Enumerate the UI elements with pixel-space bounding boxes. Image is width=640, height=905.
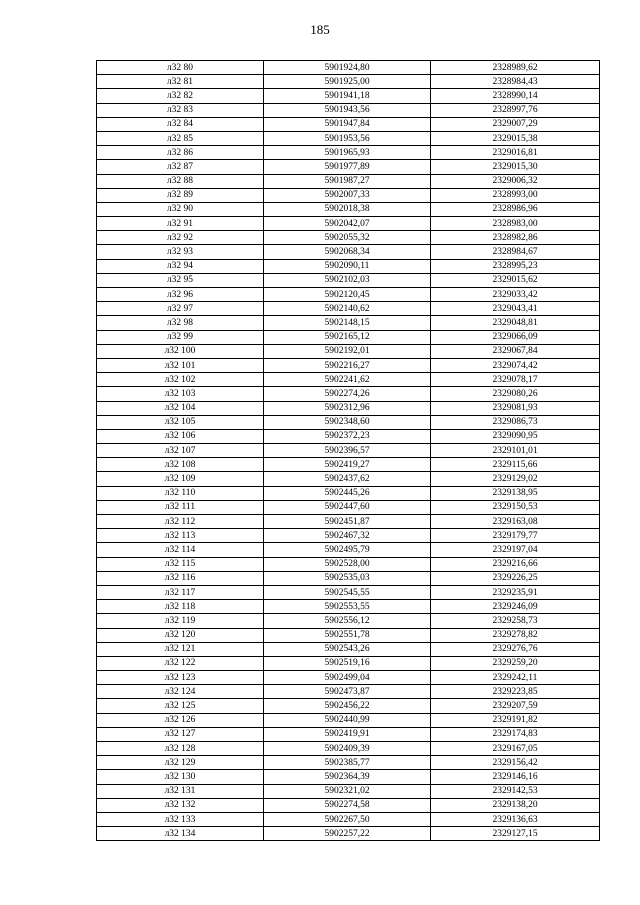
x-coordinate-cell: 5902396,57 — [264, 444, 431, 458]
table-row — [97, 742, 600, 756]
x-coordinate-cell: 5902042,07 — [264, 217, 431, 231]
table-row — [97, 288, 600, 302]
y-coordinate-cell: 2329216,66 — [431, 557, 600, 571]
x-coordinate-cell: 5902090,11 — [264, 259, 431, 273]
x-coordinate-cell: 5902385,77 — [264, 756, 431, 770]
table-row — [97, 146, 600, 160]
x-coordinate-cell: 5902440,99 — [264, 713, 431, 727]
x-coordinate-cell: 5901953,56 — [264, 131, 431, 145]
x-coordinate-cell: 5902528,00 — [264, 557, 431, 571]
table-row — [97, 217, 600, 231]
table-row — [97, 628, 600, 642]
x-coordinate-cell: 5901977,89 — [264, 160, 431, 174]
table-row — [97, 89, 600, 103]
point-id-cell: л32 101 — [97, 358, 264, 372]
y-coordinate-cell: 2329207,59 — [431, 699, 600, 713]
y-coordinate-cell: 2329163,08 — [431, 515, 600, 529]
table-row — [97, 302, 600, 316]
x-coordinate-cell: 5902140,62 — [264, 302, 431, 316]
point-id-cell: л32 103 — [97, 387, 264, 401]
table-row — [97, 784, 600, 798]
table-row — [97, 571, 600, 585]
point-id-cell: л32 133 — [97, 812, 264, 826]
x-coordinate-cell: 5901941,18 — [264, 89, 431, 103]
x-coordinate-cell: 5902553,55 — [264, 600, 431, 614]
table-row — [97, 358, 600, 372]
y-coordinate-cell: 2329138,20 — [431, 798, 600, 812]
table-row — [97, 160, 600, 174]
point-id-cell: л32 84 — [97, 117, 264, 131]
table-row — [97, 500, 600, 514]
y-coordinate-cell: 2329142,53 — [431, 784, 600, 798]
y-coordinate-cell: 2328984,67 — [431, 245, 600, 259]
point-id-cell: л32 80 — [97, 61, 264, 75]
y-coordinate-cell: 2328989,62 — [431, 61, 600, 75]
y-coordinate-cell: 2329066,09 — [431, 330, 600, 344]
x-coordinate-cell: 5902018,38 — [264, 202, 431, 216]
x-coordinate-cell: 5902007,33 — [264, 188, 431, 202]
y-coordinate-cell: 2329101,01 — [431, 444, 600, 458]
point-id-cell: л32 106 — [97, 429, 264, 443]
x-coordinate-cell: 5902467,32 — [264, 529, 431, 543]
x-coordinate-cell: 5901925,00 — [264, 75, 431, 89]
x-coordinate-cell: 5902447,60 — [264, 500, 431, 514]
y-coordinate-cell: 2329127,15 — [431, 827, 600, 841]
table-row — [97, 444, 600, 458]
point-id-cell: л32 91 — [97, 217, 264, 231]
table-row — [97, 245, 600, 259]
y-coordinate-cell: 2329167,05 — [431, 742, 600, 756]
y-coordinate-cell: 2329259,20 — [431, 656, 600, 670]
point-id-cell: л32 96 — [97, 288, 264, 302]
y-coordinate-cell: 2328986,96 — [431, 202, 600, 216]
y-coordinate-cell: 2329048,81 — [431, 316, 600, 330]
x-coordinate-cell: 5902312,96 — [264, 401, 431, 415]
point-id-cell: л32 123 — [97, 671, 264, 685]
point-id-cell: л32 105 — [97, 415, 264, 429]
x-coordinate-cell: 5902068,34 — [264, 245, 431, 259]
y-coordinate-cell: 2329174,83 — [431, 727, 600, 741]
y-coordinate-cell: 2329278,82 — [431, 628, 600, 642]
table-row — [97, 330, 600, 344]
x-coordinate-cell: 5902473,87 — [264, 685, 431, 699]
x-coordinate-cell: 5902055,32 — [264, 231, 431, 245]
x-coordinate-cell: 5902372,23 — [264, 429, 431, 443]
x-coordinate-cell: 5902348,60 — [264, 415, 431, 429]
table-row — [97, 316, 600, 330]
y-coordinate-cell: 2329179,77 — [431, 529, 600, 543]
page-number: 185 — [310, 22, 330, 37]
table-row — [97, 401, 600, 415]
table-row — [97, 699, 600, 713]
table-row — [97, 770, 600, 784]
y-coordinate-cell: 2329276,76 — [431, 642, 600, 656]
table-row — [97, 61, 600, 75]
x-coordinate-cell: 5902419,27 — [264, 458, 431, 472]
y-coordinate-cell: 2329015,38 — [431, 131, 600, 145]
table-row — [97, 529, 600, 543]
point-id-cell: л32 128 — [97, 742, 264, 756]
point-id-cell: л32 121 — [97, 642, 264, 656]
coordinates-table — [96, 60, 600, 841]
y-coordinate-cell: 2329086,73 — [431, 415, 600, 429]
point-id-cell: л32 82 — [97, 89, 264, 103]
y-coordinate-cell: 2329078,17 — [431, 373, 600, 387]
point-id-cell: л32 125 — [97, 699, 264, 713]
y-coordinate-cell: 2329090,95 — [431, 429, 600, 443]
y-coordinate-cell: 2328982,86 — [431, 231, 600, 245]
y-coordinate-cell: 2329242,11 — [431, 671, 600, 685]
table-row — [97, 387, 600, 401]
table-row — [97, 373, 600, 387]
x-coordinate-cell: 5902364,39 — [264, 770, 431, 784]
y-coordinate-cell: 2328997,76 — [431, 103, 600, 117]
table-row — [97, 671, 600, 685]
point-id-cell: л32 110 — [97, 486, 264, 500]
y-coordinate-cell: 2328984,43 — [431, 75, 600, 89]
point-id-cell: л32 129 — [97, 756, 264, 770]
point-id-cell: л32 81 — [97, 75, 264, 89]
y-coordinate-cell: 2329235,91 — [431, 585, 600, 599]
coordinates-table-body — [97, 61, 600, 841]
y-coordinate-cell: 2328995,23 — [431, 259, 600, 273]
y-coordinate-cell: 2329150,53 — [431, 500, 600, 514]
point-id-cell: л32 83 — [97, 103, 264, 117]
x-coordinate-cell: 5902419,91 — [264, 727, 431, 741]
point-id-cell: л32 112 — [97, 515, 264, 529]
y-coordinate-cell: 2329074,42 — [431, 358, 600, 372]
table-row — [97, 188, 600, 202]
y-coordinate-cell: 2329191,82 — [431, 713, 600, 727]
y-coordinate-cell: 2329081,93 — [431, 401, 600, 415]
x-coordinate-cell: 5901947,84 — [264, 117, 431, 131]
table-row — [97, 585, 600, 599]
table-row — [97, 103, 600, 117]
y-coordinate-cell: 2329197,04 — [431, 543, 600, 557]
x-coordinate-cell: 5902102,03 — [264, 273, 431, 287]
y-coordinate-cell: 2329146,16 — [431, 770, 600, 784]
y-coordinate-cell: 2329136,63 — [431, 812, 600, 826]
table-row — [97, 472, 600, 486]
x-coordinate-cell: 5902165,12 — [264, 330, 431, 344]
x-coordinate-cell: 5902556,12 — [264, 614, 431, 628]
table-row — [97, 75, 600, 89]
table-row — [97, 600, 600, 614]
point-id-cell: л32 100 — [97, 344, 264, 358]
table-row — [97, 486, 600, 500]
y-coordinate-cell: 2329129,02 — [431, 472, 600, 486]
point-id-cell: л32 113 — [97, 529, 264, 543]
x-coordinate-cell: 5902216,27 — [264, 358, 431, 372]
y-coordinate-cell: 2329080,26 — [431, 387, 600, 401]
x-coordinate-cell: 5902545,55 — [264, 585, 431, 599]
point-id-cell: л32 118 — [97, 600, 264, 614]
table-row — [97, 614, 600, 628]
x-coordinate-cell: 5902499,04 — [264, 671, 431, 685]
y-coordinate-cell: 2329006,32 — [431, 174, 600, 188]
table-row — [97, 727, 600, 741]
x-coordinate-cell: 5902495,79 — [264, 543, 431, 557]
table-row — [97, 656, 600, 670]
x-coordinate-cell: 5902192,01 — [264, 344, 431, 358]
point-id-cell: л32 107 — [97, 444, 264, 458]
point-id-cell: л32 88 — [97, 174, 264, 188]
x-coordinate-cell: 5902274,26 — [264, 387, 431, 401]
point-id-cell: л32 134 — [97, 827, 264, 841]
y-coordinate-cell: 2329015,30 — [431, 160, 600, 174]
table-row — [97, 827, 600, 841]
y-coordinate-cell: 2329223,85 — [431, 685, 600, 699]
table-row — [97, 259, 600, 273]
table-row — [97, 231, 600, 245]
table-row — [97, 557, 600, 571]
table-row — [97, 713, 600, 727]
table-row — [97, 798, 600, 812]
point-id-cell: л32 131 — [97, 784, 264, 798]
x-coordinate-cell: 5902241,62 — [264, 373, 431, 387]
x-coordinate-cell: 5902451,87 — [264, 515, 431, 529]
y-coordinate-cell: 2329067,84 — [431, 344, 600, 358]
point-id-cell: л32 108 — [97, 458, 264, 472]
point-id-cell: л32 93 — [97, 245, 264, 259]
x-coordinate-cell: 5901987,27 — [264, 174, 431, 188]
y-coordinate-cell: 2329226,25 — [431, 571, 600, 585]
point-id-cell: л32 87 — [97, 160, 264, 174]
table-row — [97, 174, 600, 188]
table-row — [97, 415, 600, 429]
y-coordinate-cell: 2329246,09 — [431, 600, 600, 614]
x-coordinate-cell: 5902409,39 — [264, 742, 431, 756]
table-row — [97, 458, 600, 472]
y-coordinate-cell: 2329156,42 — [431, 756, 600, 770]
y-coordinate-cell: 2328993,00 — [431, 188, 600, 202]
point-id-cell: л32 115 — [97, 557, 264, 571]
point-id-cell: л32 127 — [97, 727, 264, 741]
point-id-cell: л32 114 — [97, 543, 264, 557]
y-coordinate-cell: 2328990,14 — [431, 89, 600, 103]
point-id-cell: л32 90 — [97, 202, 264, 216]
table-row — [97, 642, 600, 656]
x-coordinate-cell: 5902535,03 — [264, 571, 431, 585]
point-id-cell: л32 120 — [97, 628, 264, 642]
table-row — [97, 756, 600, 770]
table-row — [97, 273, 600, 287]
point-id-cell: л32 98 — [97, 316, 264, 330]
x-coordinate-cell: 5901943,56 — [264, 103, 431, 117]
point-id-cell: л32 111 — [97, 500, 264, 514]
table-row — [97, 429, 600, 443]
point-id-cell: л32 126 — [97, 713, 264, 727]
point-id-cell: л32 130 — [97, 770, 264, 784]
point-id-cell: л32 122 — [97, 656, 264, 670]
table-row — [97, 515, 600, 529]
x-coordinate-cell: 5902519,16 — [264, 656, 431, 670]
x-coordinate-cell: 5902445,26 — [264, 486, 431, 500]
point-id-cell: л32 95 — [97, 273, 264, 287]
table-row — [97, 812, 600, 826]
x-coordinate-cell: 5902551,78 — [264, 628, 431, 642]
point-id-cell: л32 132 — [97, 798, 264, 812]
y-coordinate-cell: 2329007,29 — [431, 117, 600, 131]
y-coordinate-cell: 2329043,41 — [431, 302, 600, 316]
point-id-cell: л32 89 — [97, 188, 264, 202]
table-row — [97, 131, 600, 145]
x-coordinate-cell: 5901924,80 — [264, 61, 431, 75]
point-id-cell: л32 94 — [97, 259, 264, 273]
point-id-cell: л32 85 — [97, 131, 264, 145]
point-id-cell: л32 124 — [97, 685, 264, 699]
y-coordinate-cell: 2329015,62 — [431, 273, 600, 287]
x-coordinate-cell: 5902456,22 — [264, 699, 431, 713]
x-coordinate-cell: 5902120,45 — [264, 288, 431, 302]
point-id-cell: л32 102 — [97, 373, 264, 387]
table-row — [97, 202, 600, 216]
table-row — [97, 344, 600, 358]
point-id-cell: л32 104 — [97, 401, 264, 415]
x-coordinate-cell: 5901965,93 — [264, 146, 431, 160]
point-id-cell: л32 86 — [97, 146, 264, 160]
x-coordinate-cell: 5902257,22 — [264, 827, 431, 841]
x-coordinate-cell: 5902148,15 — [264, 316, 431, 330]
table-row — [97, 117, 600, 131]
point-id-cell: л32 109 — [97, 472, 264, 486]
y-coordinate-cell: 2328983,00 — [431, 217, 600, 231]
y-coordinate-cell: 2329138,95 — [431, 486, 600, 500]
x-coordinate-cell: 5902543,26 — [264, 642, 431, 656]
point-id-cell: л32 97 — [97, 302, 264, 316]
x-coordinate-cell: 5902274,58 — [264, 798, 431, 812]
y-coordinate-cell: 2329033,42 — [431, 288, 600, 302]
point-id-cell: л32 116 — [97, 571, 264, 585]
y-coordinate-cell: 2329016,81 — [431, 146, 600, 160]
point-id-cell: л32 99 — [97, 330, 264, 344]
table-row — [97, 685, 600, 699]
y-coordinate-cell: 2329115,66 — [431, 458, 600, 472]
table-row — [97, 543, 600, 557]
point-id-cell: л32 117 — [97, 585, 264, 599]
x-coordinate-cell: 5902267,50 — [264, 812, 431, 826]
y-coordinate-cell: 2329258,73 — [431, 614, 600, 628]
x-coordinate-cell: 5902437,62 — [264, 472, 431, 486]
point-id-cell: л32 119 — [97, 614, 264, 628]
x-coordinate-cell: 5902321,02 — [264, 784, 431, 798]
point-id-cell: л32 92 — [97, 231, 264, 245]
